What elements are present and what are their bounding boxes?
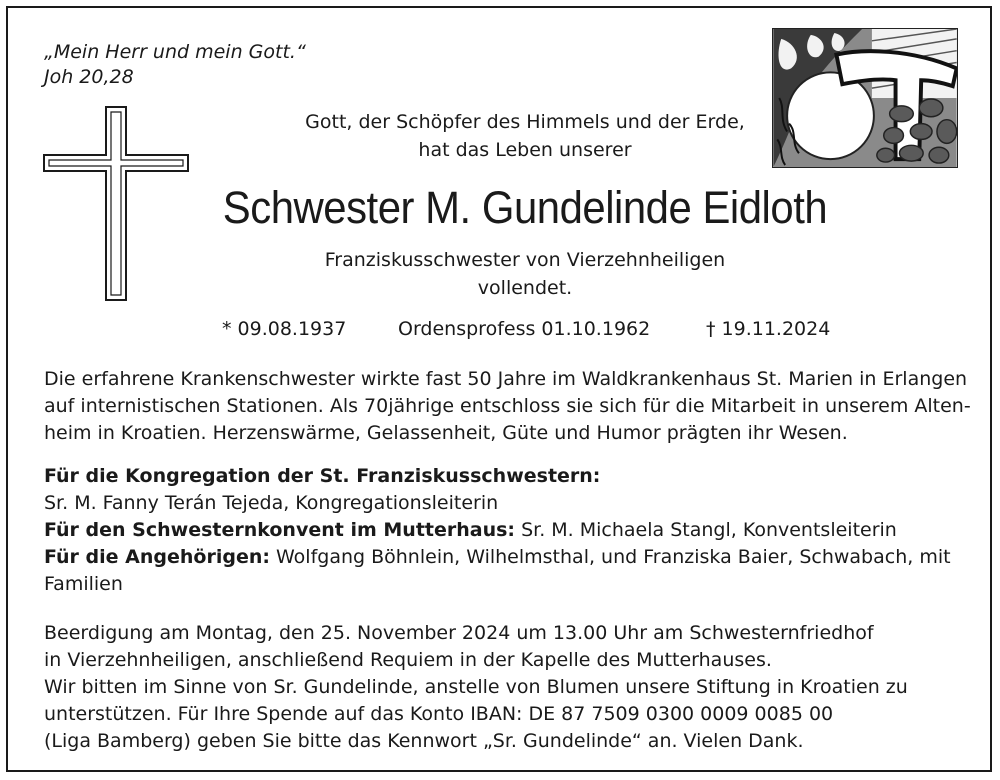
bio-line-3: heim in Kroatien. Herzenswärme, Gelassenheit, Güte und Humor prägten ihr Wesen.	[44, 422, 848, 444]
family-names-continued: Familien	[44, 573, 123, 595]
tau-emblem-icon	[772, 28, 958, 168]
profession-date: Ordensprofess 01.10.1962	[398, 318, 651, 340]
subtitle-line-1: Franziskusschwester von Vierzehnheiligen	[324, 249, 726, 271]
family-names: Wolfgang Böhnlein, Wilhelmsthal, und Franziska Baier, Schwabach, mit	[269, 546, 951, 568]
funeral-paragraph	[44, 620, 964, 755]
subtitle	[300, 246, 750, 302]
intro-line-2: hat das Leben unserer	[418, 139, 632, 161]
intro-line-1: Gott, der Schöpfer des Himmels und der Erde,	[305, 111, 745, 133]
funeral-line-3: Wir bitten im Sinne von Sr. Gundelinde, anstelle von Blumen unsere Stiftung in Kroatien zu	[44, 676, 908, 698]
biography-paragraph	[44, 366, 971, 447]
congregation-label: Für die Kongregation der St. Franziskusschwestern:	[44, 465, 601, 487]
birth-date: * 09.08.1937	[222, 318, 347, 340]
subtitle-line-2: vollendet.	[477, 277, 573, 299]
quote-reference: Joh 20,28	[44, 66, 134, 88]
bio-line-2: auf internistischen Stationen. Als 70jährige entschloss sie sich für die Mitarbeit in unserem Alten-	[44, 395, 971, 417]
quote-text: „Mein Herr und mein Gott.“	[44, 41, 306, 63]
funeral-line-5: (Liga Bamberg) geben Sie bitte das Kennwort „Sr. Gundelinde“ an. Vielen Dank.	[44, 730, 804, 752]
funeral-line-4: unterstützen. Für Ihre Spende auf das Konto IBAN: DE 87 7509 0300 0009 0085 00	[44, 703, 834, 725]
scripture-quote	[44, 40, 306, 90]
cross-icon	[42, 106, 190, 302]
deceased-name: Schwester M. Gundelinde Eidloth	[222, 182, 828, 233]
mourners-section	[44, 463, 964, 598]
death-date: † 19.11.2024	[706, 318, 831, 340]
congregation-names: Sr. M. Fanny Terán Tejeda, Kongregationsleiterin	[44, 492, 499, 514]
bio-line-1: Die erfahrene Krankenschwester wirkte fast 50 Jahre im Waldkrankenhaus St. Marien in Erlangen	[44, 368, 968, 390]
funeral-line-1: Beerdigung am Montag, den 25. November 2024 um 13.00 Uhr am Schwesternfriedhof	[44, 622, 874, 644]
family-label: Für die Angehörigen:	[44, 546, 270, 568]
funeral-line-2: in Vierzehnheiligen, anschließend Requiem in der Kapelle des Mutterhauses.	[44, 649, 772, 671]
intro-text	[300, 108, 750, 164]
convent-label: Für den Schwesternkonvent im Mutterhaus:	[44, 519, 516, 541]
convent-names: Sr. M. Michaela Stangl, Konventsleiterin	[515, 519, 897, 541]
